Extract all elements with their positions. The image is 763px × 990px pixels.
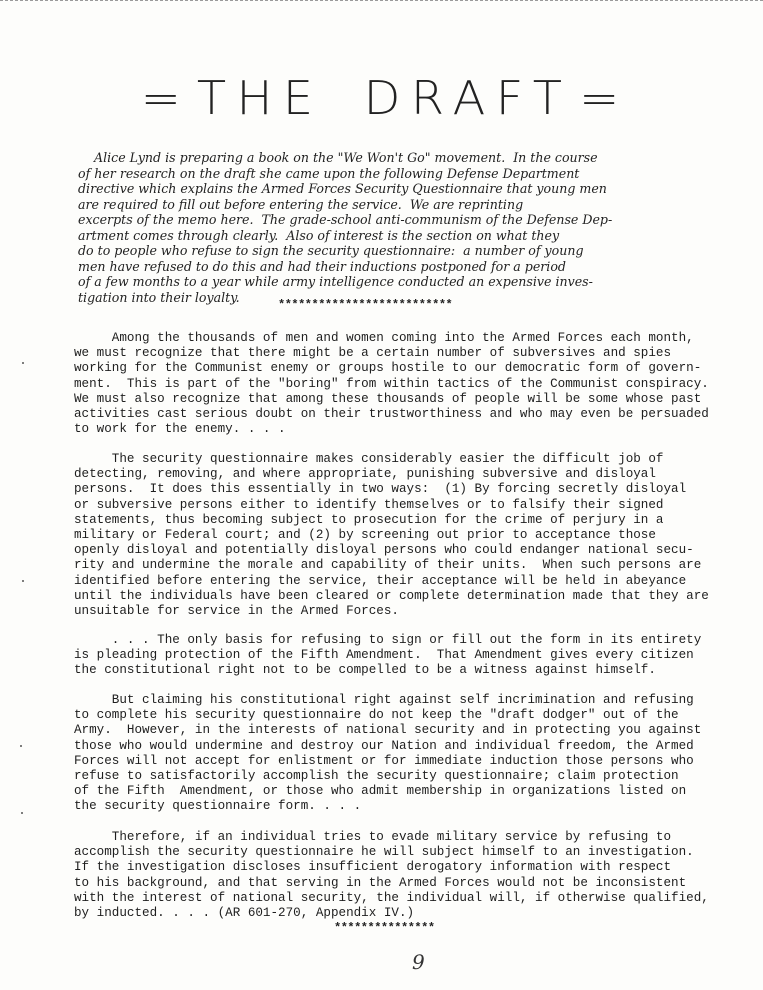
title-word-the: THE: [196, 71, 324, 125]
scan-speck: [22, 580, 24, 582]
scan-speck: [22, 362, 24, 364]
title-left-rule: =: [140, 71, 181, 125]
editor-introduction: Alice Lynd is preparing a book on the "We Won't Go" movement. In the course of her research on the draft she came upon the following Defense Department directive which explains the Armed Forces Security Questionnaire that young men are required to fill out before entering the service. We are reprinting excerpts of the memo here. The grade-school anti-communism of the Defense Dep- artment comes through clearly. Also of interest is the section on what they do to people who refuse to sign the security questionnaire: a number of young men have refused to do this and had their inductions postponed for a period of a few months to a year while army intelligence conducted an expensive inves- tigation into their loyalty.: [78, 150, 613, 305]
separator-bottom: ***************: [334, 921, 435, 935]
paragraph-1: Among the thousands of men and women coming into the Armed Forces each month, we must recognize that there might be a certain number of subversives and spies working for the Communist enemy or groups hostile to our democratic form of govern- ment. This is part of the "boring" from within tactics of the Communist conspiracy. We must also recognize that among these thousands of people will be some whose past activities cast serious doubt on their trustworthiness and who may even be persuaded to work for the enemy. . . .: [74, 331, 709, 437]
paragraph-3: . . . The only basis for refusing to sign or fill out the form in its entirety is pleading protection of the Fifth Amendment. That Amendment gives every citizen the constitutional right not to be compelled to be a witness against himself.: [74, 633, 702, 678]
scan-edge: [0, 0, 763, 7]
scan-speck: [21, 812, 23, 814]
separator-top: **************************: [278, 298, 453, 312]
paragraph-2: The security questionnaire makes considerably easier the difficult job of detecting, removing, and where appropriate, punishing subversive and disloyal persons. It does this essentially in two ways: (1) By forcing secretly disloyal or subversive persons either to identify themselves or to falsify their signed statements, thus becoming subject to prosecution for the crime of perjury in a military or Federal court; and (2) by screening out prior to acceptance those openly disloyal and potentially disloyal persons who could endanger national secu- rity and undermine the morale and capability of their units. When such persons are identified before entering the service, their acceptance will be held in abeyance until the individuals have been cleared or complete determination made that they are unsuitable for service in the Armed Forces.: [74, 452, 709, 619]
paragraph-5: Therefore, if an individual tries to evade military service by refusing to accomplish the security questionnaire he will subject himself to an investigation. If the investigation discloses insufficient derogatory information with respect to his background, and that serving in the Armed Forces would not be inconsistent with the interest of national security, the individual will, if otherwise qualified, by inducted. . . . (AR 601-270, Appendix IV.): [74, 830, 709, 921]
title-right-rule: =: [579, 71, 620, 125]
page-title: [141, 68, 619, 128]
scan-speck: [20, 745, 22, 747]
page-number: 9: [412, 950, 425, 974]
paragraph-4: But claiming his constitutional right against self incrimination and refusing to complete his security questionnaire do not keep the "draft dodger" out of the Army. However, in the interests of national security and in protecting you against those who would undermine and destroy our Nation and individual freedom, the Armed Forces will not accept for enlistment or for immediate induction those persons who refuse to satisfactorily accomplish the security questionnaire; claim protection of the Fifth Amendment, or those who admit membership in organizations listed on the security questionnaire form. . . .: [74, 693, 702, 814]
title-word-draft: DRAFT: [363, 71, 573, 125]
